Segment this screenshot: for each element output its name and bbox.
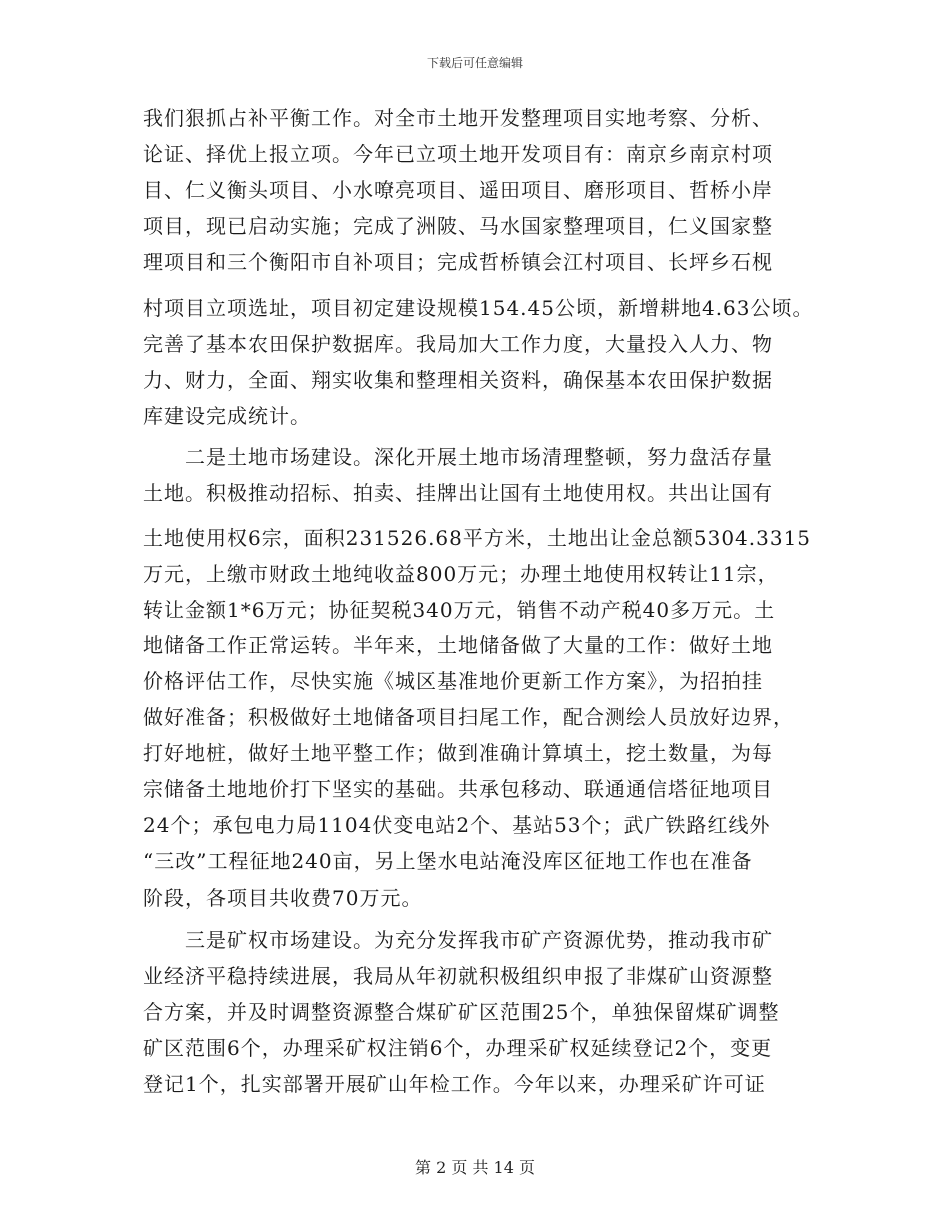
text-line: 村项目立项选址，项目初定建设规模154.45公顷，新增耕地4.63公顷。	[143, 296, 814, 320]
text-line: 24个；承包电力局1104伏变电站2个、基站53个；武广铁路红线外	[143, 813, 771, 837]
text-line: 登记1个，扎实部署开展矿山年检工作。今年以来，办理采矿许可证	[143, 1072, 766, 1096]
text-line: 三是矿权市场建设。为充分发挥我市矿产资源优势，推动我市矿	[143, 928, 773, 952]
text-line: 论证、择优上报立项。今年已立项土地开发项目有：南京乡南京村项	[143, 142, 773, 166]
text-line: 项目，现已启动实施；完成了洲陂、马水国家整理项目，仁义国家整	[143, 214, 773, 238]
text-line: 转让金额1*6万元；协征契税340万元，销售不动产税40多万元。土	[143, 598, 776, 622]
page-header: 下载后可任意编辑	[426, 56, 523, 70]
text-line: 宗储备土地地价打下坚实的基础。共承包移动、联通通信塔征地项目	[143, 777, 773, 801]
text-line: 阶段，各项目共收费70万元。	[143, 886, 423, 910]
text-line: 万元，上缴市财政土地纯收益800万元；办理土地使用权转让11宗，	[143, 562, 779, 586]
text-line: 价格评估工作，尽快实施《城区基准地价更新工作方案》，为招拍挂	[143, 669, 763, 693]
text-line: 目、仁义衡头项目、小水嘹亮项目、遥田项目、磨形项目、哲桥小岸	[143, 178, 773, 202]
text-line: 土地使用权6宗，面积231526.68平方米，土地出让金总额5304.3315	[143, 526, 812, 550]
text-line: 理项目和三个衡阳市自补项目；完成哲桥镇会江村项目、长坪乡石枧	[143, 250, 773, 274]
text-line: 打好地桩，做好土地平整工作；做到准确计算填土，挖土数量，为每	[143, 741, 773, 765]
page-number: 第 2 页 共 14 页	[415, 1158, 535, 1177]
text-line: 力、财力，全面、翔实收集和整理相关资料，确保基本农田保护数据	[143, 368, 773, 392]
text-line: “三改”工程征地240亩，另上堡水电站淹没库区征地工作也在准备	[143, 849, 753, 873]
text-line: 土地。积极推动招标、拍卖、挂牌出让国有土地使用权。共出让国有	[143, 481, 773, 505]
text-line: 合方案，并及时调整资源整合煤矿矿区范围25个，单独保留煤矿调整	[143, 1000, 780, 1024]
text-line: 矿区范围6个，办理采矿权注销6个，办理采矿权延续登记2个，变更	[143, 1036, 773, 1060]
text-line: 地储备工作正常运转。半年来，土地储备做了大量的工作：做好土地	[143, 633, 773, 657]
text-line: 业经济平稳持续进展，我局从年初就积极组织申报了非煤矿山资源整	[143, 964, 773, 988]
text-line: 做好准备；积极做好土地储备项目扫尾工作，配合测绘人员放好边界，	[143, 705, 794, 729]
text-line: 二是土地市场建设。深化开展土地市场清理整顿，努力盘活存量	[143, 445, 773, 469]
text-line: 完善了基本农田保护数据库。我局加大工作力度，大量投入人力、物	[143, 332, 773, 356]
text-line: 我们狠抓占补平衡工作。对全市土地开发整理项目实地考察、分析、	[143, 106, 773, 130]
text-line: 库建设完成统计。	[143, 404, 311, 428]
